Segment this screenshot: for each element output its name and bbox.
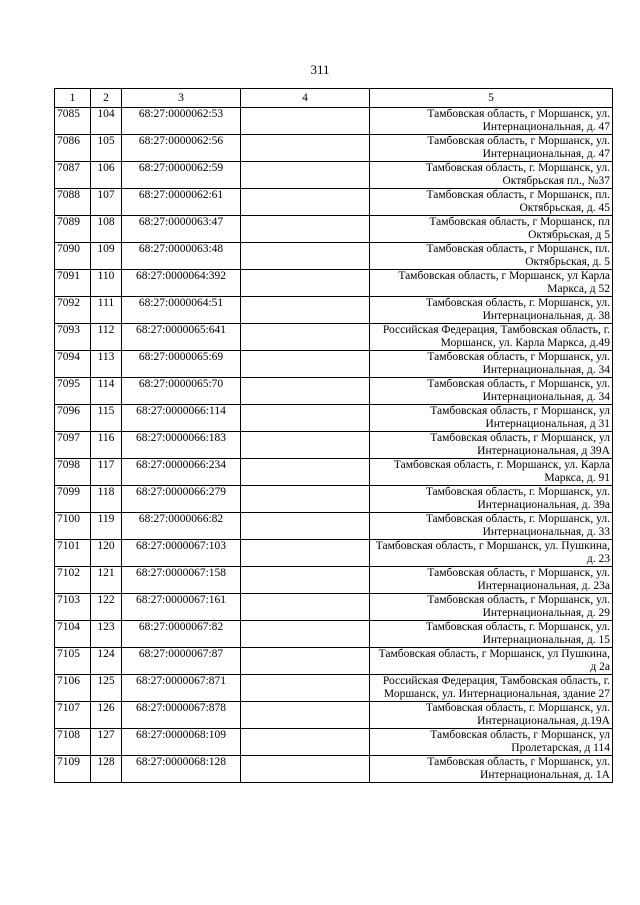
address-cell [370,216,613,243]
address-cell [370,243,613,270]
cadastral-number-cell: 68:27:0000062:53 [122,108,241,135]
table-row [55,162,613,189]
address-cell [370,324,613,351]
row-number-cell: 7088 [55,189,91,216]
row-number-cell: 7108 [55,729,91,756]
address-cell [370,567,613,594]
cadastral-number-cell: 68:27:0000066:82 [122,513,241,540]
address-cell [370,351,613,378]
table-row [55,297,613,324]
address-line: Тамбовская область, г Моршанск, ул. [427,351,610,363]
column-4-cell [241,378,370,405]
registry-table [54,88,613,783]
address-line: Тамбовская область, г. Моршанск, ул. Карла [393,459,610,471]
row-number-cell: 7097 [55,432,91,459]
table-row [55,216,613,243]
cadastral-number-cell: 68:27:0000066:114 [122,405,241,432]
column-4-cell [241,567,370,594]
address-line: Тамбовская область, г Моршанск, ул. Пушкина, [375,540,610,552]
row-number-cell: 7089 [55,216,91,243]
item-index-cell: 104 [91,108,122,135]
address-line: Тамбовская область, г Моршанск, ул. [427,108,610,120]
row-number-cell: 7098 [55,459,91,486]
row-number-cell: 7099 [55,486,91,513]
table-row [55,189,613,216]
column-4-cell [241,621,370,648]
header-col-1: 1 [55,89,91,108]
address-line: Тамбовская область, г. Моршанск, ул. [425,621,610,633]
address-cell [370,675,613,702]
address-line: Российская Федерация, Тамбовская область, г. [382,675,610,687]
address-cell [370,162,613,189]
column-4-cell [241,702,370,729]
address-line: Тамбовская область, г Моршанск, ул [430,432,610,444]
table-row [55,702,613,729]
header-col-4: 4 [241,89,370,108]
address-cell [370,297,613,324]
table-row [55,243,613,270]
column-4-cell [241,351,370,378]
table-row [55,351,613,378]
address-line: Интернациональная, д. 23а [477,580,610,592]
address-line: Интернациональная, д. 15 [482,634,610,646]
row-number-cell: 7105 [55,648,91,675]
cadastral-number-cell: 68:27:0000063:47 [122,216,241,243]
table-row [55,594,613,621]
item-index-cell: 126 [91,702,122,729]
row-number-cell: 7086 [55,135,91,162]
item-index-cell: 127 [91,729,122,756]
row-number-cell: 7092 [55,297,91,324]
page-number: 311 [310,62,330,77]
header-row [55,89,613,108]
column-4-cell [241,432,370,459]
address-cell [370,270,613,297]
table-row [55,621,613,648]
table-row [55,432,613,459]
row-number-cell: 7096 [55,405,91,432]
item-index-cell: 124 [91,648,122,675]
cadastral-number-cell: 68:27:0000068:109 [122,729,241,756]
column-4-cell [241,216,370,243]
column-4-cell [241,405,370,432]
item-index-cell: 128 [91,756,122,783]
address-line: Интернациональная, д. 47 [482,148,610,160]
item-index-cell: 113 [91,351,122,378]
table-row [55,540,613,567]
row-number-cell: 7090 [55,243,91,270]
address-cell [370,702,613,729]
column-4-cell [241,459,370,486]
table-row [55,459,613,486]
table-row [55,405,613,432]
table-row [55,513,613,540]
address-line: Тамбовская область, г Моршанск, ул. [427,567,610,579]
row-number-cell: 7087 [55,162,91,189]
cadastral-number-cell: 68:27:0000065:69 [122,351,241,378]
table-row [55,108,613,135]
item-index-cell: 119 [91,513,122,540]
cadastral-number-cell: 68:27:0000063:48 [122,243,241,270]
table-row [55,567,613,594]
cadastral-number-cell: 68:27:0000067:158 [122,567,241,594]
column-4-cell [241,594,370,621]
address-line: Интернациональная, д.19А [477,715,610,727]
cadastral-number-cell: 68:27:0000066:279 [122,486,241,513]
cadastral-number-cell: 68:27:0000067:82 [122,621,241,648]
address-line: Интернациональная, д. 38 [482,310,610,322]
address-cell [370,540,613,567]
row-number-cell: 7109 [55,756,91,783]
cadastral-number-cell: 68:27:0000065:70 [122,378,241,405]
row-number-cell: 7095 [55,378,91,405]
address-line: Российская Федерация, Тамбовская область, г. [382,324,610,336]
address-line: Интернациональная, д. 47 [482,121,610,133]
table-row [55,135,613,162]
address-cell [370,405,613,432]
header-col-5: 5 [370,89,613,108]
item-index-cell: 107 [91,189,122,216]
address-line: Тамбовская область, г. Моршанск, ул. [425,513,610,525]
item-index-cell: 109 [91,243,122,270]
address-cell [370,108,613,135]
column-4-cell [241,756,370,783]
item-index-cell: 115 [91,405,122,432]
item-index-cell: 108 [91,216,122,243]
cadastral-number-cell: 68:27:0000062:56 [122,135,241,162]
row-number-cell: 7106 [55,675,91,702]
column-4-cell [241,540,370,567]
item-index-cell: 105 [91,135,122,162]
address-line: Октябрьская, д. 5 [525,256,610,268]
item-index-cell: 111 [91,297,122,324]
cadastral-number-cell: 68:27:0000068:128 [122,756,241,783]
column-4-cell [241,648,370,675]
address-line: Октябрьская пл., №37 [502,175,610,187]
column-4-cell [241,108,370,135]
address-cell [370,729,613,756]
address-line: Пролетарская, д 114 [511,742,610,754]
address-line: Тамбовская область, г Моршанск, ул [430,729,610,741]
address-line: Октябрьская, д. 45 [519,202,610,214]
cadastral-number-cell: 68:27:0000064:51 [122,297,241,324]
table-row [55,486,613,513]
address-cell [370,594,613,621]
column-4-cell [241,162,370,189]
address-cell [370,513,613,540]
table-row [55,729,613,756]
address-line: Тамбовская область, г. Моршанск, ул. [425,162,610,174]
address-line: Тамбовская область, г Моршанск, пл. [426,243,610,255]
cadastral-number-cell: 68:27:0000062:59 [122,162,241,189]
row-number-cell: 7094 [55,351,91,378]
item-index-cell: 120 [91,540,122,567]
address-line: Тамбовская область, г. Моршанск, ул. [425,486,610,498]
table-row [55,648,613,675]
column-4-cell [241,486,370,513]
table-row [55,756,613,783]
address-line: Интернациональная, д 39А [477,445,610,457]
column-4-cell [241,324,370,351]
item-index-cell: 114 [91,378,122,405]
address-line: Тамбовская область, г. Моршанск, ул. [425,297,610,309]
row-number-cell: 7107 [55,702,91,729]
item-index-cell: 106 [91,162,122,189]
address-line: Тамбовская область, г Моршанск, ул. [427,756,610,768]
address-line: Интернациональная, д 31 [485,418,610,430]
item-index-cell: 112 [91,324,122,351]
address-cell [370,189,613,216]
address-line: Моршанск, ул. Интернациональная, здание 27 [383,688,610,700]
row-number-cell: 7100 [55,513,91,540]
address-line: Интернациональная, д. 39а [477,499,610,511]
table-row [55,270,613,297]
cadastral-number-cell: 68:27:0000067:878 [122,702,241,729]
address-line: Тамбовская область, г Моршанск, ул. [427,135,610,147]
item-index-cell: 121 [91,567,122,594]
cadastral-number-cell: 68:27:0000062:61 [122,189,241,216]
column-4-cell [241,675,370,702]
address-line: Тамбовская область, г Моршанск, ул Пушкина, [378,648,610,660]
address-line: Маркса, д. 91 [544,472,610,484]
address-line: Тамбовская область, г Моршанск, ул [430,405,610,417]
table-row [55,675,613,702]
row-number-cell: 7101 [55,540,91,567]
address-cell [370,135,613,162]
item-index-cell: 118 [91,486,122,513]
item-index-cell: 125 [91,675,122,702]
address-line: Интернациональная, д. 33 [482,526,610,538]
address-cell [370,486,613,513]
item-index-cell: 116 [91,432,122,459]
item-index-cell: 123 [91,621,122,648]
column-4-cell [241,513,370,540]
column-4-cell [241,729,370,756]
header-col-3: 3 [122,89,241,108]
cadastral-number-cell: 68:27:0000067:871 [122,675,241,702]
cadastral-number-cell: 68:27:0000065:641 [122,324,241,351]
cadastral-number-cell: 68:27:0000064:392 [122,270,241,297]
address-cell [370,621,613,648]
address-line: Моршанск, ул. Карла Маркса, д.49 [440,337,610,349]
item-index-cell: 122 [91,594,122,621]
address-line: Маркса, д 52 [547,283,610,295]
item-index-cell: 117 [91,459,122,486]
table-row [55,324,613,351]
address-line: д. 23 [586,553,610,565]
table-row [55,378,613,405]
header-col-2: 2 [91,89,122,108]
address-line: Тамбовская область, г Моршанск, ул Карла [398,270,610,282]
address-line: д 2а [590,661,610,673]
address-line: Тамбовская область, г Моршанск, ул. [427,594,610,606]
cadastral-number-cell: 68:27:0000066:234 [122,459,241,486]
address-line: Интернациональная, д. 34 [482,391,610,403]
address-line: Тамбовская область, г Моршанск, ул. [427,378,610,390]
row-number-cell: 7085 [55,108,91,135]
item-index-cell: 110 [91,270,122,297]
cadastral-number-cell: 68:27:0000067:103 [122,540,241,567]
address-line: Тамбовская область, г Моршанск, пл. [426,189,610,201]
address-line: Интернациональная, д. 1А [480,769,610,781]
row-number-cell: 7102 [55,567,91,594]
address-cell [370,432,613,459]
cadastral-number-cell: 68:27:0000066:183 [122,432,241,459]
row-number-cell: 7103 [55,594,91,621]
address-line: Интернациональная, д. 29 [482,607,610,619]
address-line: Тамбовская область, г Моршанск, пл [429,216,610,228]
address-cell [370,378,613,405]
address-cell [370,648,613,675]
address-line: Тамбовская область, г. Моршанск, ул. [425,702,610,714]
column-4-cell [241,270,370,297]
row-number-cell: 7093 [55,324,91,351]
row-number-cell: 7104 [55,621,91,648]
column-4-cell [241,135,370,162]
cadastral-number-cell: 68:27:0000067:161 [122,594,241,621]
address-cell [370,459,613,486]
address-line: Октябрьская, д 5 [528,229,610,241]
column-4-cell [241,243,370,270]
cadastral-number-cell: 68:27:0000067:87 [122,648,241,675]
column-4-cell [241,189,370,216]
address-line: Интернациональная, д. 34 [482,364,610,376]
row-number-cell: 7091 [55,270,91,297]
column-4-cell [241,297,370,324]
address-cell [370,756,613,783]
